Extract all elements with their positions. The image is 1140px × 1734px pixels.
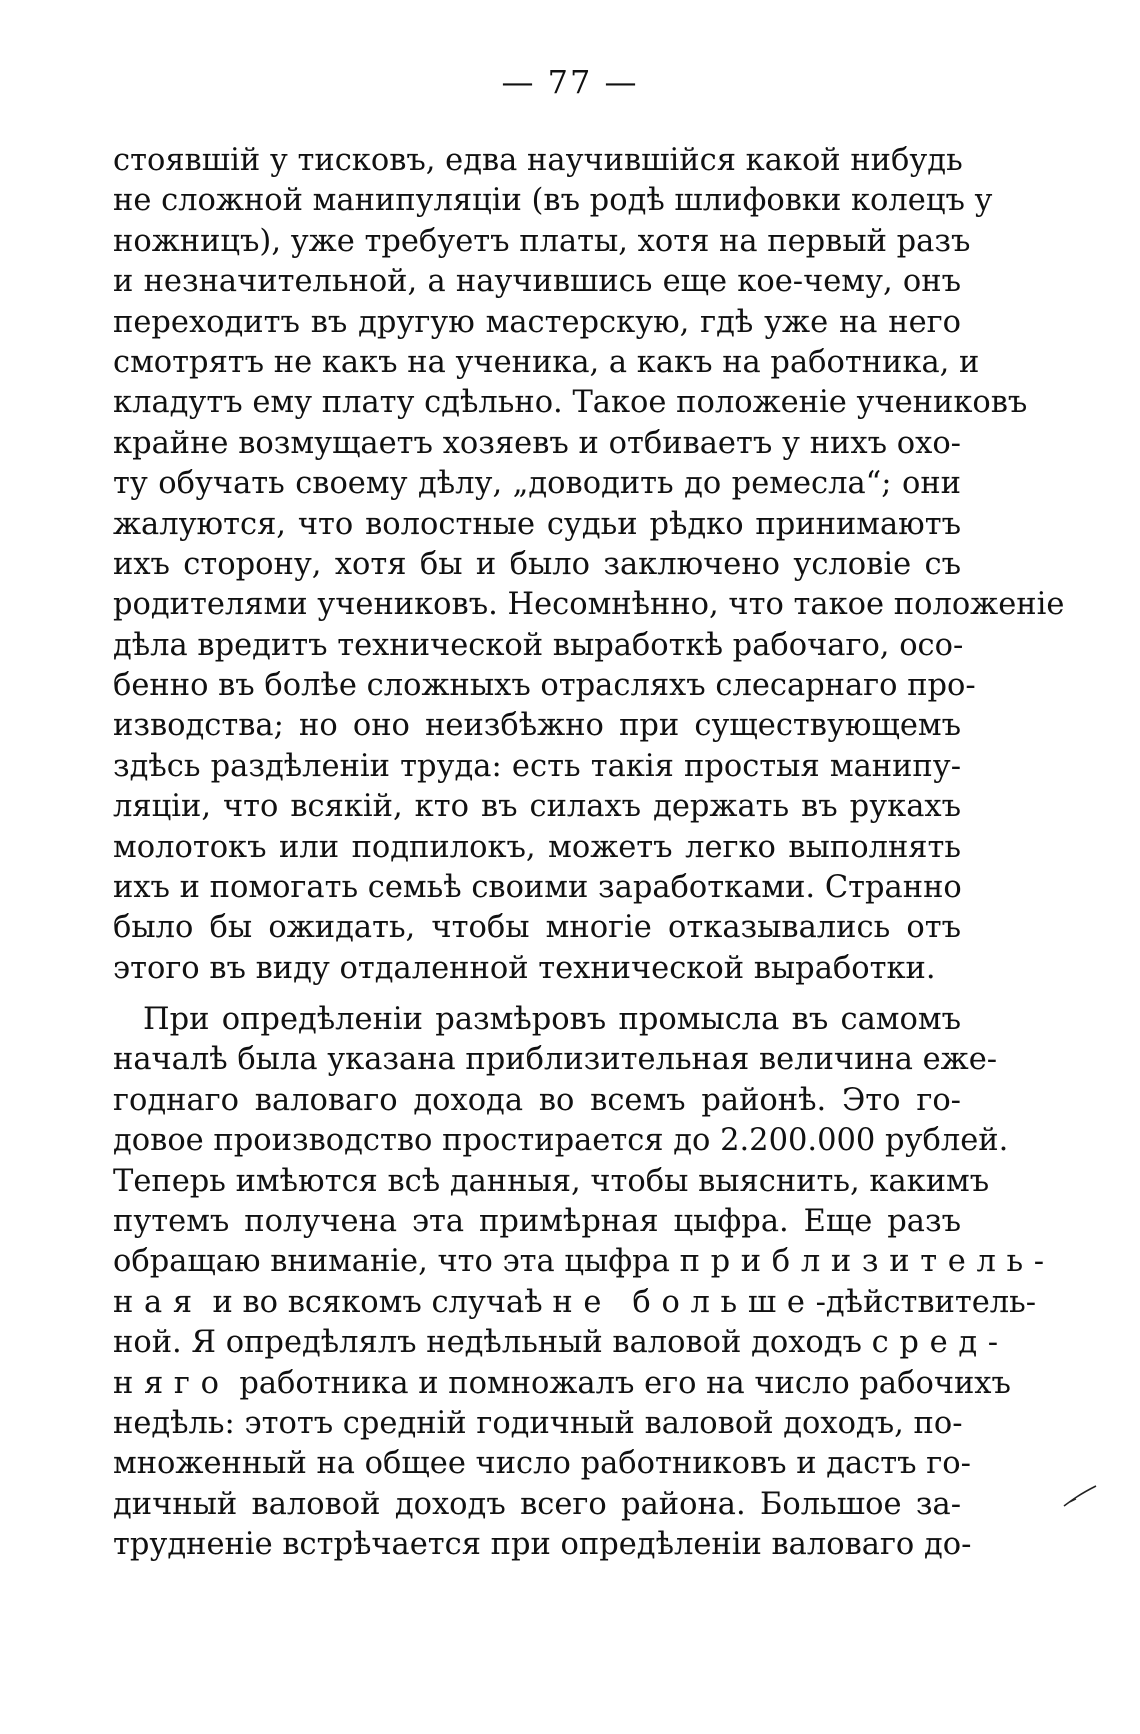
paragraph-1 xyxy=(113,141,1065,989)
text-fragment: -дѣйствитель- xyxy=(815,1284,1037,1320)
text-line: бенно въ болѣе сложныхъ отрасляхъ слесарнаго про- xyxy=(113,668,976,704)
pencil-mark xyxy=(1062,1480,1098,1510)
text-line xyxy=(113,1364,1011,1404)
text-line: Теперь имѣются всѣ данныя, чтобы выяснить, какимъ xyxy=(113,1163,990,1199)
text-line: При опредѣленіи размѣровъ промысла въ самомъ xyxy=(143,1002,961,1037)
text-line: ножницъ), уже требуетъ платы, хотя на первый разъ xyxy=(113,223,971,259)
text-line: жалуются, что волостные судьи рѣдко принимаютъ xyxy=(113,506,961,542)
emphasized-text: ная xyxy=(113,1284,203,1320)
emphasized-text: сред- xyxy=(871,1325,1009,1361)
text-line: трудненіе встрѣчается при опредѣленіи валоваго до- xyxy=(113,1527,972,1563)
text-line: этого въ виду отдаленной технической выработки. xyxy=(113,950,936,986)
text-fragment: и во всякомъ случаѣ xyxy=(212,1284,543,1320)
text-line: родителями учениковъ. Несомнѣнно, что такое положеніе xyxy=(113,587,1065,623)
text-line: здѣсь раздѣленіи труда: есть такія простыя манипу- xyxy=(113,748,961,784)
text-line: дичный валовой доходъ всего района. Большое за- xyxy=(113,1486,961,1522)
text-line: путемъ получена эта примѣрная цыфра. Еще разъ xyxy=(113,1203,961,1239)
text-line: смотрятъ не какъ на ученика, а какъ на работника, и xyxy=(113,344,980,380)
text-line: множенный на общее число работниковъ и дастъ го- xyxy=(113,1446,971,1482)
text-line xyxy=(113,1323,1009,1363)
text-line xyxy=(113,1283,1037,1323)
text-line: изводства; но оно неизбѣжно при существующемъ xyxy=(113,708,961,744)
text-line: и незначительной, а научившись еще кое-чему, онъ xyxy=(113,264,961,300)
text-line: годнаго валоваго дохода во всемъ районѣ. Это го- xyxy=(113,1082,961,1118)
text-line: молотокъ или подпилокъ, можетъ легко выполнять xyxy=(113,829,961,865)
text-line: довое производство простирается до 2.200.000 рублей. xyxy=(113,1123,1009,1159)
text-line xyxy=(113,1242,1055,1282)
text-line: недѣль: этотъ средній годичный валовой доходъ, по- xyxy=(113,1405,963,1441)
page-number: — 77 — xyxy=(501,63,639,101)
text-line: было бы ожидать, чтобы многіе отказывались отъ xyxy=(113,910,961,946)
text-line: началѣ была указана приблизительная величина еже- xyxy=(113,1042,998,1078)
emphasized-text: приблизитель- xyxy=(679,1244,1055,1280)
text-line: ляціи, что всякій, кто въ силахъ держать въ рукахъ xyxy=(113,789,961,825)
emphasized-text: няго xyxy=(113,1365,230,1401)
text-line: ихъ и помогать семьѣ своими заработками. Странно xyxy=(113,870,962,906)
paragraph-2 xyxy=(113,1000,1055,1565)
text-line: крайне возмущаетъ хозяевъ и отбиваетъ у нихъ охо- xyxy=(113,425,961,461)
text-line: переходитъ въ другую мастерскую, гдѣ уже на него xyxy=(113,304,961,340)
text-fragment: работника и помножалъ его на число рабочихъ xyxy=(239,1365,1011,1401)
emphasized-text: не больше xyxy=(552,1284,816,1320)
text-line: ихъ сторону, хотя бы и было заключено условіе съ xyxy=(113,546,961,582)
text-line: стоявшій у тисковъ, едва научившійся какой нибудь xyxy=(113,143,963,178)
text-fragment: ной. Я опредѣлялъ недѣльный валовой доходъ xyxy=(113,1325,862,1361)
text-line: дѣла вредитъ технической выработкѣ рабочаго, осо- xyxy=(113,627,964,663)
text-line: ту обучать своему дѣлу, „доводить до ремесла“; они xyxy=(113,466,961,502)
text-line: кладутъ ему плату сдѣльно. Такое положеніе учениковъ xyxy=(113,385,1028,421)
text-line: не сложной манипуляціи (въ родѣ шлифовки колецъ у xyxy=(113,183,993,219)
text-fragment: обращаю вниманіе, что эта цыфра xyxy=(113,1244,670,1280)
